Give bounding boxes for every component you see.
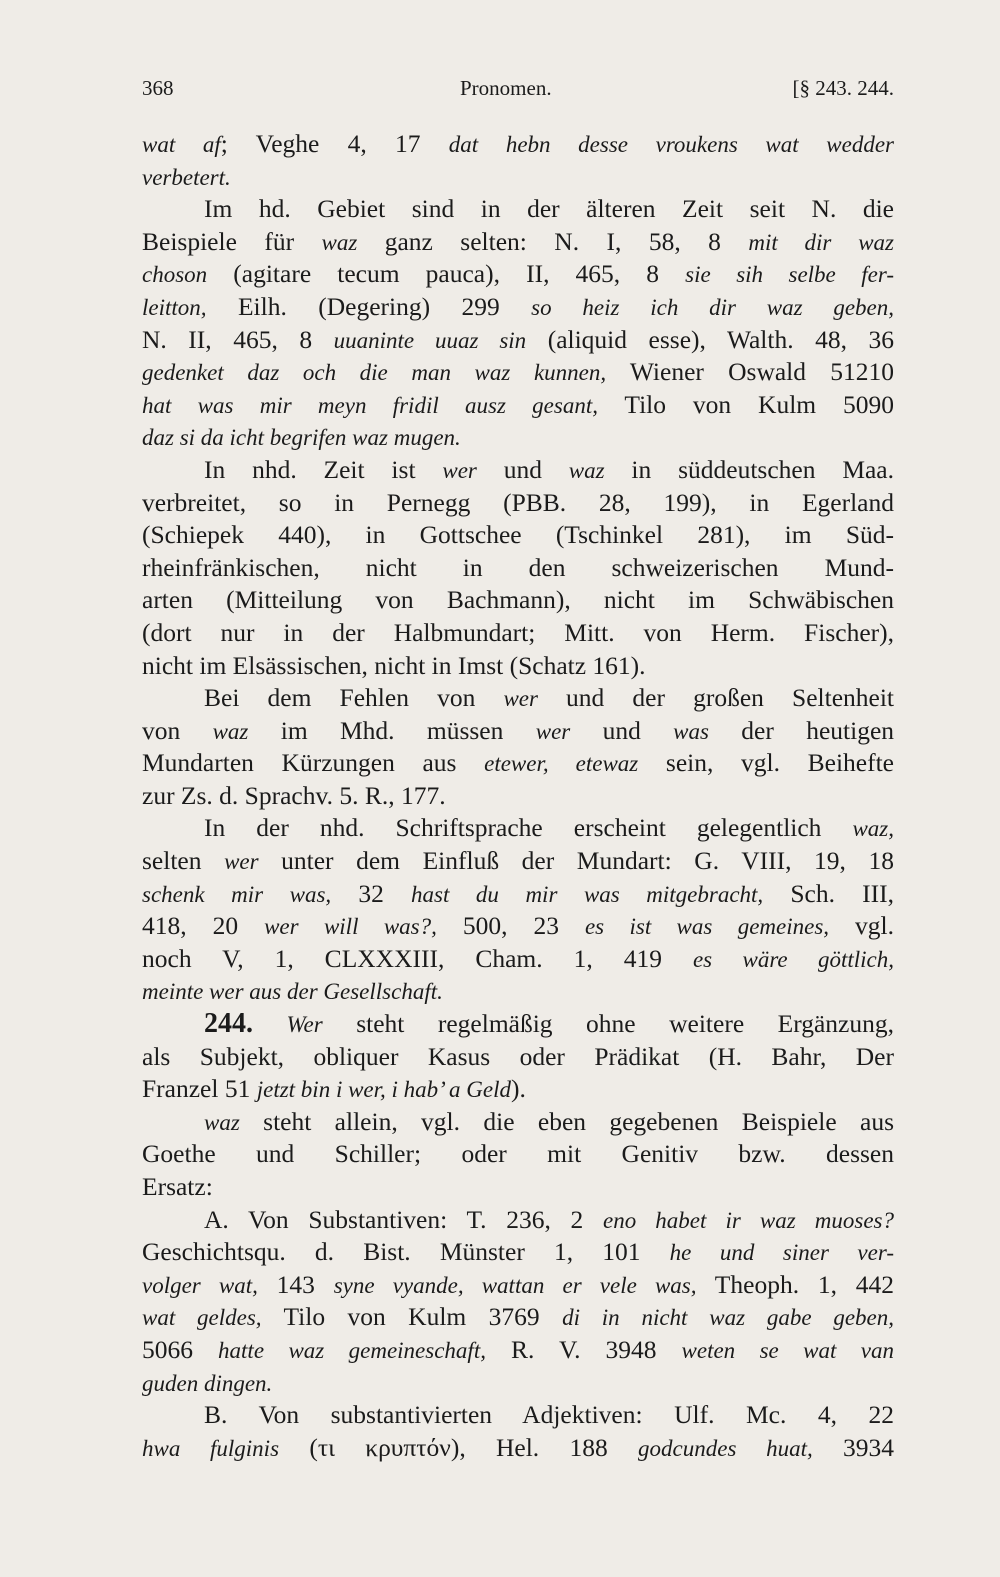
text-line <box>142 519 894 552</box>
text-line <box>142 780 894 813</box>
text-run: (dort nur in der Halbmundart; Mitt. von Herm. Fischer), <box>142 617 894 647</box>
italic-citation: schenk mir was, <box>142 881 332 907</box>
text-run: Mundarten Kürzungen aus <box>142 748 485 778</box>
text-line <box>142 1041 894 1074</box>
italic-citation: di in nicht waz gabe geben, <box>562 1305 894 1331</box>
italic-citation: weten se wat van <box>681 1337 894 1363</box>
text-line <box>142 584 894 617</box>
text-run: zur Zs. d. Sprachv. 5. R., 177. <box>142 780 446 810</box>
text-run: der heutigen <box>708 715 894 745</box>
text-line <box>142 812 894 845</box>
text-run: R. V. 3948 <box>485 1334 682 1364</box>
text-run: von <box>142 715 213 745</box>
text-run: und <box>476 454 569 484</box>
text-run: (agitare tecum pauca), II, 465, 8 <box>207 259 686 289</box>
text-line <box>142 226 894 259</box>
text-run: steht allein, vgl. die eben gegebenen Beispiele aus <box>239 1106 894 1136</box>
italic-citation: wer <box>224 849 259 875</box>
text-line <box>142 1432 894 1465</box>
italic-citation: verbetert. <box>142 164 231 190</box>
italic-citation: syne vyande, wattan er vele was, <box>333 1272 697 1298</box>
italic-citation: wer <box>503 686 538 712</box>
italic-citation: choson <box>142 262 208 288</box>
text-line <box>142 682 894 715</box>
italic-citation: jetzt bin i wer, i hab’ a Geld <box>256 1077 511 1103</box>
text-run: Sch. III, <box>763 878 894 908</box>
italic-citation: hast du mir was mitgebracht, <box>411 881 764 907</box>
text-line <box>142 975 894 1008</box>
italic-citation: meinte wer aus der Gesellschaft. <box>142 979 443 1005</box>
text-line <box>142 1106 894 1139</box>
text-line <box>142 650 894 683</box>
text-run: im Mhd. müssen <box>248 715 536 745</box>
text-run: vgl. <box>829 911 894 941</box>
text-run: ; Veghe 4, 17 <box>220 129 449 158</box>
text-line <box>142 747 894 780</box>
italic-citation: wer will was?, <box>264 914 437 940</box>
italic-citation: waz, <box>852 816 894 842</box>
text-run: Geschichtsqu. d. Bist. Münster 1, 101 <box>142 1237 670 1267</box>
italic-citation: was <box>673 718 709 744</box>
italic-citation: wat geldes, <box>142 1305 262 1331</box>
text-run: 143 <box>257 1269 334 1299</box>
text-line <box>142 617 894 650</box>
section-reference: [§ 243. 244. <box>792 76 894 100</box>
text-line <box>142 193 894 226</box>
italic-citation: dat hebn desse vroukens wat wedder <box>448 132 894 157</box>
text-line <box>142 1334 894 1367</box>
text-line <box>142 324 894 357</box>
text-line <box>142 128 894 161</box>
text-line <box>142 910 894 943</box>
italic-citation: es ist was gemeines, <box>584 914 830 940</box>
italic-citation: gedenket daz och die man waz kunnen, <box>142 360 607 386</box>
italic-citation: waz <box>212 718 249 744</box>
italic-citation: guden dingen. <box>142 1370 273 1396</box>
italic-citation: sie sih selbe fer- <box>685 262 894 288</box>
italic-citation: es wäre göttlich, <box>692 946 894 972</box>
italic-citation: hat was mir meyn fridil ausz gesant, <box>142 392 598 418</box>
italic-citation: he und siner ver- <box>669 1240 894 1266</box>
text-line <box>142 878 894 911</box>
text-run: A. Von Substantiven: T. 236, 2 <box>204 1204 603 1234</box>
italic-citation: wat af <box>142 132 221 157</box>
italic-citation: daz si da icht begrifen waz mugen. <box>142 425 461 451</box>
text-run: Tilo von Kulm 5090 <box>597 389 894 419</box>
text-line <box>142 1204 894 1237</box>
text-run: 500, 23 <box>436 911 585 941</box>
text-line <box>142 1269 894 1302</box>
text-line <box>142 487 894 520</box>
text-line <box>142 421 894 454</box>
text-run: Eilh. (Degering) 299 <box>206 291 532 321</box>
text-line <box>142 1138 894 1171</box>
running-header <box>142 76 894 106</box>
text-run: Ersatz: <box>142 1172 213 1201</box>
text-line <box>142 1171 894 1204</box>
text-run: nicht im Elsässischen, nicht in Imst (Schatz 161). <box>142 650 646 680</box>
text-run: rheinfränkischen, nicht in den schweizerischen Mund- <box>142 552 894 582</box>
text-run: (τι κρυπτόν), Hel. 188 <box>279 1432 639 1462</box>
text-run: In nhd. Zeit ist <box>204 454 443 484</box>
italic-citation: waz <box>321 229 358 255</box>
italic-citation: etewer, etewaz <box>484 751 639 777</box>
text-line <box>142 1367 894 1400</box>
text-run: N. II, 465, 8 <box>142 324 334 354</box>
text-run: 32 <box>331 878 412 908</box>
text-run: Beispiele für <box>142 226 322 256</box>
text-line <box>142 845 894 878</box>
text-run: B. Von substantivierten Adjektiven: Ulf. Mc. 4, 22 <box>204 1400 894 1430</box>
text-run: 418, 20 <box>142 911 265 941</box>
italic-citation: leitton, <box>142 294 207 320</box>
text-run: arten (Mitteilung von Bachmann), nicht im Schwäbischen <box>142 585 894 615</box>
text-run: als Subjekt, obliquer Kasus oder Prädikat (H. Bahr, Der <box>142 1041 894 1071</box>
text-run: steht regelmäßig ohne weitere Ergänzung, <box>322 1009 894 1039</box>
text-line <box>142 943 894 976</box>
text-run: selten <box>142 846 225 876</box>
italic-citation: waz <box>204 1109 240 1135</box>
text-line <box>142 389 894 422</box>
text-line <box>142 552 894 585</box>
section-number: 244. <box>204 1008 253 1040</box>
text-line <box>142 454 894 487</box>
text-run: Tilo von Kulm 3769 <box>261 1302 563 1332</box>
text-run: verbreitet, so in Pernegg (PBB. 28, 199), in Egerland <box>142 487 894 517</box>
running-title: Pronomen. <box>460 76 552 100</box>
text-run: Bei dem Fehlen von <box>204 683 504 713</box>
text-run: (aliquid esse), Walth. 48, 36 <box>526 324 894 354</box>
text-run: und der großen Seltenheit <box>537 683 894 713</box>
text-line <box>142 1399 894 1432</box>
italic-citation: eno habet ir waz muoses? <box>603 1207 894 1233</box>
text-line <box>142 1236 894 1269</box>
text-run: unter dem Einfluß der Mundart: G. VIII, 19, 18 <box>258 846 894 876</box>
text-run: (Schiepek 440), in Gottschee (Tschinkel 281), im Süd- <box>142 520 894 550</box>
italic-citation: so heiz ich dir waz geben, <box>531 294 894 320</box>
text-run: Goethe und Schiller; oder mit Genitiv bzw. dessen <box>142 1139 894 1169</box>
italic-citation: wer <box>535 718 571 744</box>
text-run: ganz selten: N. I, 58, 8 <box>357 226 749 256</box>
text-line <box>142 1073 894 1106</box>
text-line <box>142 1008 894 1041</box>
italic-citation: Wer <box>286 1012 323 1038</box>
italic-citation: volger wat, <box>142 1272 258 1298</box>
text-run: Franzel 51 <box>142 1074 257 1104</box>
text-run: ). <box>511 1074 526 1104</box>
text-run: 5066 <box>142 1334 219 1364</box>
text-line <box>142 715 894 748</box>
italic-citation: uuaninte uuaz sin <box>333 327 527 353</box>
text-run: 3934 <box>812 1432 894 1462</box>
italic-citation: hatte waz gemeineschaft, <box>218 1337 486 1363</box>
text-line <box>142 291 894 324</box>
text-run: Wiener Oswald 51210 <box>606 357 894 387</box>
text-line <box>142 1301 894 1334</box>
text-run: Theoph. 1, 442 <box>696 1269 894 1299</box>
italic-citation: waz <box>568 457 605 483</box>
text-run: und <box>570 715 674 745</box>
text-line <box>142 356 894 389</box>
italic-citation: mit dir waz <box>748 229 894 255</box>
italic-citation: godcundes huat, <box>638 1435 813 1461</box>
italic-citation: wer <box>442 457 477 483</box>
text-run: noch V, 1, CLXXXIII, Cham. 1, 419 <box>142 943 693 973</box>
text-run <box>253 1009 287 1038</box>
text-run: Im hd. Gebiet sind in der älteren Zeit seit N. die <box>204 194 894 224</box>
text-line <box>142 161 894 194</box>
body-text <box>142 128 894 1464</box>
italic-citation: hwa fulginis <box>142 1435 280 1461</box>
text-run: In der nhd. Schriftsprache erscheint gelegentlich <box>204 813 853 843</box>
page-number: 368 <box>142 76 174 100</box>
text-line <box>142 258 894 291</box>
text-run: sein, vgl. Beihefte <box>638 748 894 778</box>
text-run: in süddeutschen Maa. <box>604 454 894 484</box>
